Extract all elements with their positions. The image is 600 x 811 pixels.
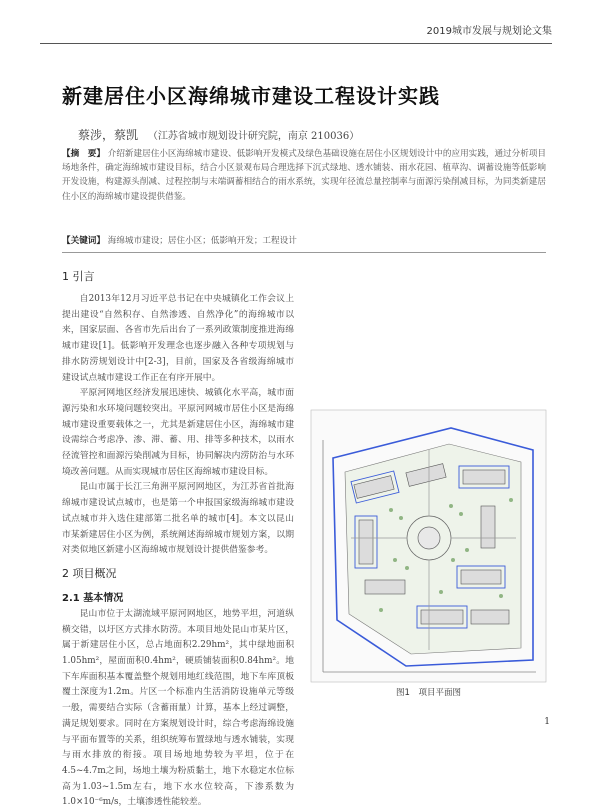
section-heading-intro: 1 引言 [62,270,95,283]
header-rule [40,43,552,44]
abstract-block [62,147,546,204]
paper-title: 新建居住小区海绵城市建设工程设计实践 [62,84,440,108]
abstract-label: 【摘 要】 [62,149,105,159]
author-affiliation: （江苏省城市规划设计研究院，南京 210036） [147,131,360,142]
subsection-heading-basic: 2.1 基本情况 [62,592,124,604]
overview-paragraph-1: 昆山市位于太湖流域平原河网地区，地势平坦，河道纵横交错，以圩区方式排水防涝。本项目地处昆山市某片区，属于新建居住小区，总占地面积2.29hm²，其中绿地面积1.05hm²，屋面面积0.4hm²，硬质铺装面积0.84hm²。地下车库面积基本覆盖整个规划用地红线范围，地下车库顶板覆土深度为1.2m。片区一个标准内生活消防设施单元等级一般，需要结合实际（含蓄雨量）计算，基本上经过调整，满足规划要求。同时在方案规划设计时，综合考虑海绵设施与平面布置等的关系，组织统筹布置绿地与透水铺装，实现与雨水排放的衔接。项目场地地势较为平坦，位于在4.5~4.7m之间，场地土壤为粉质黏土，地下水稳定水位标高为1.03~1.5m左右，地下水水位较高，下渗系数为1.0×10⁻⁶m/s，土壤渗透性能较差。 [62,608,294,808]
keywords-label: 【关键词】 [62,236,105,246]
abstract-divider [62,252,546,253]
intro-paragraph-3: 昆山市属于长江三角洲平原河网地区，为江苏省首批海绵城市建设试点城市，也是第一个申报国家级海绵城市建设试点城市并入选住建部第二批名单的城市[4]。本文以昆山市某新建居住小区为例，系统阐述海绵城市规划方案，以期对类似地区新建小区海绵城市规划设计提供借鉴参考。 [62,482,294,556]
left-column [62,262,294,808]
abstract-text: 介绍新建居住小区海绵城市建设、低影响开发模式及绿色基础设施在居住小区规划设计中的应用实践，通过分析项目场地条件，确定海绵城市建设目标，结合小区景观布局合理选择下沉式绿地、透水铺装、雨水花园、植草沟、调蓄设施等低影响开发设施，构建源头削减、过程控制与末端调蓄相结合的雨水系统，实现年径流总量控制率与面源污染削减目标，为同类新建居住小区的海绵城市建设提供借鉴。 [62,149,547,202]
author-line [78,126,359,143]
section-heading-overview: 2 项目概况 [62,566,117,580]
intro-paragraph-1: 自2013年12月习近平总书记在中央城镇化工作会议上提出建设“自然积存、自然渗透、自然净化”的海绵城市以来，国家层面、各省市先后出台了一系列政策制度推进海绵城市建设[1]。低影响开发理念也逐步融入各种专项规划与排水防涝规划设计中[2-3]，目前，国家及各省级海绵城市建设试点城市建设工作正在有序开展中。 [62,294,294,383]
keywords-block [62,234,546,246]
site-plan-figure [311,410,546,682]
figure-caption: 图1 项目平面图 [396,688,461,698]
page-number: 1 [544,717,550,727]
author-names: 蔡涉，蔡凯 [78,128,139,142]
site-plan-drawing [311,410,546,682]
intro-paragraph-2: 平原河网地区经济发展迅速快、城镇化水平高，城市面源污染和水环境问题较突出。平原河网城市居住小区是海绵城市建设重要载体之一，尤其是新建居住小区，海绵城市建设需综合考虑净、渗、滞、蓄、用、排等多种技术，以雨水径流管控和面源污染削减为目标，协同解决内涝防治与水环境改善问题。从而实现城市居住区海绵城市建设目标。 [62,388,294,477]
keywords-text: 海绵城市建设；居住小区；低影响开发；工程设计 [107,236,297,246]
journal-name: 2019城市发展与规划论文集 [426,26,552,37]
